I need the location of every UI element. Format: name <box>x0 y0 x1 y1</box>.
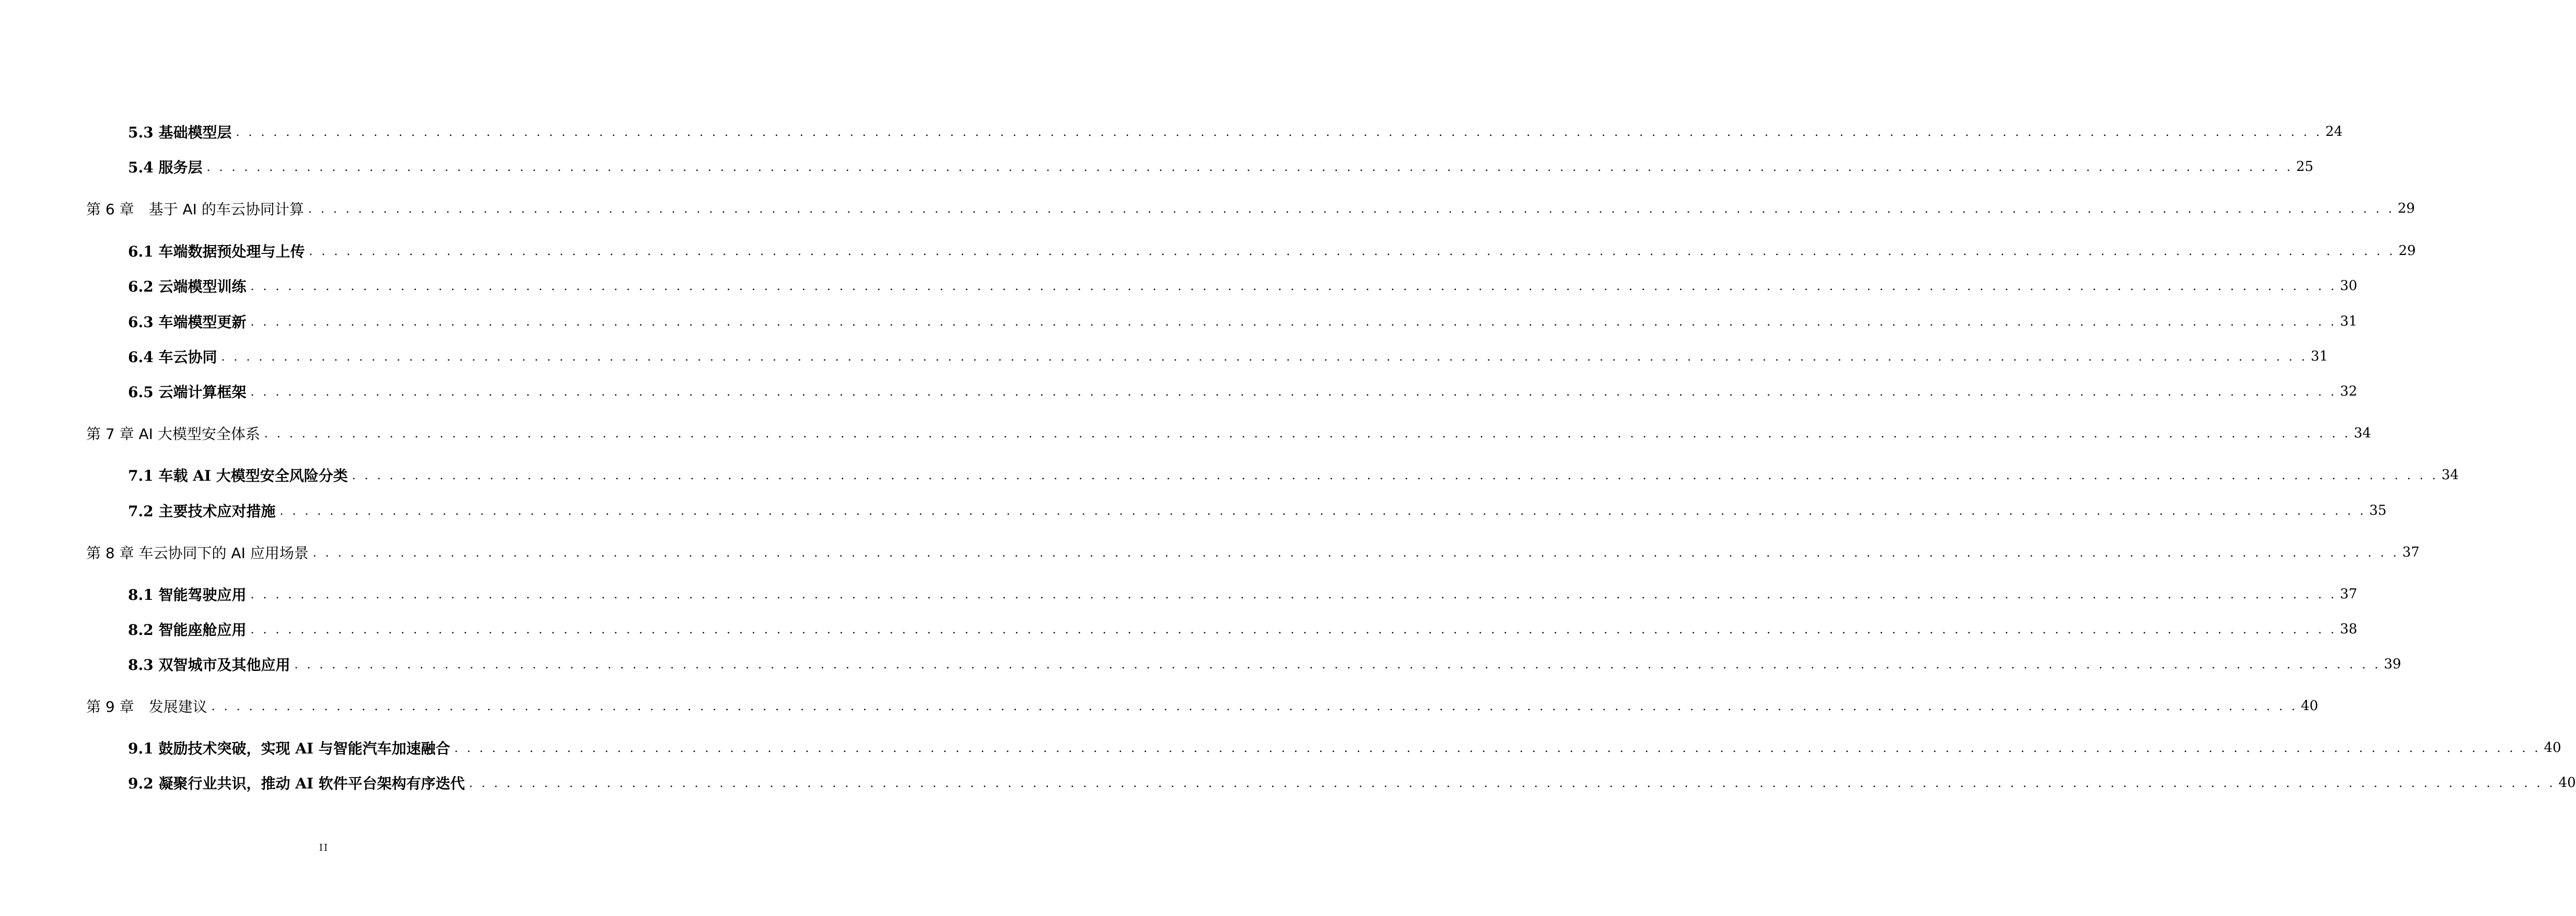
toc-page-number: 37 <box>2402 544 2420 560</box>
toc-page-number: 40 <box>2301 698 2318 714</box>
toc-page-number: 35 <box>2369 503 2387 518</box>
toc-page-number: 31 <box>2311 349 2328 364</box>
toc-entry-6-3[interactable] <box>128 311 2358 332</box>
toc-page-number: 38 <box>2340 621 2358 637</box>
dot-leader: . . . . . . . . . . . . . . . . . . . . . . . . . . . . . . . . . . . . . . . . . . . . . . . . . . . . . . . . . . . . . . . . . . . . . . . . . . . . . . . . . . . . . . . . . . . . . . . . . . . . . . . . . . . . . . . . . . . . . . . . . . . . . . . . . . . . . . . . . . . . . . . . . . . . . . . . . . . . . . . . . . . . . . . <box>308 203 2395 216</box>
toc-entry-9-2[interactable] <box>128 772 2576 793</box>
toc-entry-title: 8.2 智能座舱应用 <box>128 621 247 639</box>
toc-page-number: 40 <box>2558 775 2576 791</box>
toc-entry-7-2[interactable] <box>128 500 2387 521</box>
toc-entry-title: 6.4 车云协同 <box>128 349 217 366</box>
toc-entry-title: 第 8 章 车云协同下的 AI 应用场景 <box>86 544 309 562</box>
dot-leader: . . . . . . . . . . . . . . . . . . . . . . . . . . . . . . . . . . . . . . . . . . . . . . . . . . . . . . . . . . . . . . . . . . . . . . . . . . . . . . . . . . . . . . . . . . . . . . . . . . . . . . . . . . . . . . . . . . . . . . . . . . . . . . . . . . . . . . . . . . . . . . . . . . . . . . . . . . . . . . . . . . . . . . . <box>250 623 2337 636</box>
dot-leader: . . . . . . . . . . . . . . . . . . . . . . . . . . . . . . . . . . . . . . . . . . . . . . . . . . . . . . . . . . . . . . . . . . . . . . . . . . . . . . . . . . . . . . . . . . . . . . . . . . . . . . . . . . . . . . . . . . . . . . . . . . . . . . . . . . . . . . . . . . . . . . . . . . . . . . . . . . . . . . . . . . . . . . . <box>279 505 2367 518</box>
toc-entry-8-3[interactable] <box>128 654 2402 675</box>
dot-leader: . . . . . . . . . . . . . . . . . . . . . . . . . . . . . . . . . . . . . . . . . . . . . . . . . . . . . . . . . . . . . . . . . . . . . . . . . . . . . . . . . . . . . . . . . . . . . . . . . . . . . . . . . . . . . . . . . . . . . . . . . . . . . . . . . . . . . . . . . . . . . . . . . . . . . . . . . . . . . . . . . . . . . . . <box>250 280 2337 293</box>
page-number-footer: II <box>319 842 329 853</box>
toc-page-number: 31 <box>2340 314 2358 329</box>
toc-entry-5-3[interactable] <box>128 121 2343 142</box>
dot-leader: . . . . . . . . . . . . . . . . . . . . . . . . . . . . . . . . . . . . . . . . . . . . . . . . . . . . . . . . . . . . . . . . . . . . . . . . . . . . . . . . . . . . . . . . . . . . . . . . . . . . . . . . . . . . . . . . . . . . . . . . . . . . . . . . . . . . . . . . . . . . . . . . . . . . . . . . . . . . . . . . . . . . . . . <box>352 469 2439 482</box>
toc-entry-title: 6.2 云端模型训练 <box>128 278 247 295</box>
toc-entry-title: 6.5 云端计算框架 <box>128 384 247 401</box>
toc-entry-title: 9.2 凝聚行业共识，推动 AI 软件平台架构有序迭代 <box>128 775 465 792</box>
toc-entry-title: 第 7 章 AI 大模型安全体系 <box>86 425 260 443</box>
toc-entry-title: 9.1 鼓励技术突破，实现 AI 与智能汽车加速融合 <box>128 740 450 757</box>
dot-leader: . . . . . . . . . . . . . . . . . . . . . . . . . . . . . . . . . . . . . . . . . . . . . . . . . . . . . . . . . . . . . . . . . . . . . . . . . . . . . . . . . . . . . . . . . . . . . . . . . . . . . . . . . . . . . . . . . . . . . . . . . . . . . . . . . . . . . . . . . . . . . . . . . . . . . . . . . . . . . . . . . . . . . . . <box>211 700 2298 713</box>
dot-leader: . . . . . . . . . . . . . . . . . . . . . . . . . . . . . . . . . . . . . . . . . . . . . . . . . . . . . . . . . . . . . . . . . . . . . . . . . . . . . . . . . . . . . . . . . . . . . . . . . . . . . . . . . . . . . . . . . . . . . . . . . . . . . . . . . . . . . . . . . . . . . . . . . . . . . . . . . . . . . . . . . . . . . . . <box>454 742 2541 755</box>
dot-leader: . . . . . . . . . . . . . . . . . . . . . . . . . . . . . . . . . . . . . . . . . . . . . . . . . . . . . . . . . . . . . . . . . . . . . . . . . . . . . . . . . . . . . . . . . . . . . . . . . . . . . . . . . . . . . . . . . . . . . . . . . . . . . . . . . . . . . . . . . . . . . . . . . . . . . . . . . . . . . . . . . . . . . . . <box>250 588 2337 601</box>
toc-page-number: 25 <box>2296 159 2314 175</box>
dot-leader: . . . . . . . . . . . . . . . . . . . . . . . . . . . . . . . . . . . . . . . . . . . . . . . . . . . . . . . . . . . . . . . . . . . . . . . . . . . . . . . . . . . . . . . . . . . . . . . . . . . . . . . . . . . . . . . . . . . . . . . . . . . . . . . . . . . . . . . . . . . . . . . . . . . . . . . . . . . . . . . . . . . . . . . <box>264 427 2351 440</box>
toc-entry-6-1[interactable] <box>128 240 2416 261</box>
toc-page-number: 29 <box>2397 201 2415 216</box>
toc-entry-chapter-9[interactable] <box>86 695 2318 716</box>
toc-entry-6-5[interactable] <box>128 381 2358 402</box>
toc-entry-title: 第 9 章 发展建议 <box>86 698 207 715</box>
toc-entry-7-1[interactable] <box>128 465 2459 485</box>
toc-entry-chapter-7[interactable] <box>86 423 2371 444</box>
dot-leader: . . . . . . . . . . . . . . . . . . . . . . . . . . . . . . . . . . . . . . . . . . . . . . . . . . . . . . . . . . . . . . . . . . . . . . . . . . . . . . . . . . . . . . . . . . . . . . . . . . . . . . . . . . . . . . . . . . . . . . . . . . . . . . . . . . . . . . . . . . . . . . . . . . . . . . . . . . . . . . . . . . . . . . . <box>294 658 2381 671</box>
toc-entry-title: 7.2 主要技术应对措施 <box>128 503 276 520</box>
dot-leader: . . . . . . . . . . . . . . . . . . . . . . . . . . . . . . . . . . . . . . . . . . . . . . . . . . . . . . . . . . . . . . . . . . . . . . . . . . . . . . . . . . . . . . . . . . . . . . . . . . . . . . . . . . . . . . . . . . . . . . . . . . . . . . . . . . . . . . . . . . . . . . . . . . . . . . . . . . . . . . . . . . . . . . . <box>206 161 2293 174</box>
toc-entry-chapter-6[interactable] <box>86 198 2415 219</box>
toc-entry-title: 7.1 车载 AI 大模型安全风险分类 <box>128 467 348 484</box>
toc-page-number: 39 <box>2384 656 2402 672</box>
toc-entry-9-1[interactable] <box>128 737 2561 758</box>
toc-entry-chapter-8[interactable] <box>86 542 2420 563</box>
toc-page-number: 34 <box>2441 467 2459 483</box>
toc-entry-title: 5.4 服务层 <box>128 159 203 176</box>
toc-page-number: 24 <box>2325 124 2343 140</box>
toc-entry-6-2[interactable] <box>128 275 2358 296</box>
dot-leader: . . . . . . . . . . . . . . . . . . . . . . . . . . . . . . . . . . . . . . . . . . . . . . . . . . . . . . . . . . . . . . . . . . . . . . . . . . . . . . . . . . . . . . . . . . . . . . . . . . . . . . . . . . . . . . . . . . . . . . . . . . . . . . . . . . . . . . . . . . . . . . . . . . . . . . . . . . . . . . . . . . . . . . . <box>250 316 2337 329</box>
toc-page-number: 37 <box>2340 586 2358 602</box>
dot-leader: . . . . . . . . . . . . . . . . . . . . . . . . . . . . . . . . . . . . . . . . . . . . . . . . . . . . . . . . . . . . . . . . . . . . . . . . . . . . . . . . . . . . . . . . . . . . . . . . . . . . . . . . . . . . . . . . . . . . . . . . . . . . . . . . . . . . . . . . . . . . . . . . . . . . . . . . . . . . . . . . . . . . . . . <box>221 351 2308 364</box>
dot-leader: . . . . . . . . . . . . . . . . . . . . . . . . . . . . . . . . . . . . . . . . . . . . . . . . . . . . . . . . . . . . . . . . . . . . . . . . . . . . . . . . . . . . . . . . . . . . . . . . . . . . . . . . . . . . . . . . . . . . . . . . . . . . . . . . . . . . . . . . . . . . . . . . . . . . . . . . . . . . . . . . . . . . . . . <box>309 245 2396 258</box>
toc-page-number: 30 <box>2340 278 2358 294</box>
toc-entry-title: 6.3 车端模型更新 <box>128 314 247 331</box>
toc-page-number: 32 <box>2340 384 2358 399</box>
toc-entry-8-2[interactable] <box>128 619 2358 640</box>
toc-entry-title: 6.1 车端数据预处理与上传 <box>128 243 305 260</box>
toc-entry-title: 8.3 双智城市及其他应用 <box>128 656 290 674</box>
dot-leader: . . . . . . . . . . . . . . . . . . . . . . . . . . . . . . . . . . . . . . . . . . . . . . . . . . . . . . . . . . . . . . . . . . . . . . . . . . . . . . . . . . . . . . . . . . . . . . . . . . . . . . . . . . . . . . . . . . . . . . . . . . . . . . . . . . . . . . . . . . . . . . . . . . . . . . . . . . . . . . . . . . . . . . . <box>250 386 2337 399</box>
dot-leader: . . . . . . . . . . . . . . . . . . . . . . . . . . . . . . . . . . . . . . . . . . . . . . . . . . . . . . . . . . . . . . . . . . . . . . . . . . . . . . . . . . . . . . . . . . . . . . . . . . . . . . . . . . . . . . . . . . . . . . . . . . . . . . . . . . . . . . . . . . . . . . . . . . . . . . . . . . . . . . . . . . . . . . . <box>469 777 2556 790</box>
toc-entry-title: 8.1 智能驾驶应用 <box>128 586 247 604</box>
toc-page-number: 34 <box>2353 425 2371 441</box>
toc-page-number: 40 <box>2544 740 2561 756</box>
toc-entry-title: 第 6 章 基于 AI 的车云协同计算 <box>86 201 304 218</box>
toc-entry-6-4[interactable] <box>128 346 2328 367</box>
toc-entry-8-1[interactable] <box>128 584 2358 605</box>
dot-leader: . . . . . . . . . . . . . . . . . . . . . . . . . . . . . . . . . . . . . . . . . . . . . . . . . . . . . . . . . . . . . . . . . . . . . . . . . . . . . . . . . . . . . . . . . . . . . . . . . . . . . . . . . . . . . . . . . . . . . . . . . . . . . . . . . . . . . . . . . . . . . . . . . . . . . . . . . . . . . . . . . . . . . . . <box>312 547 2399 560</box>
toc-entry-5-4[interactable] <box>128 156 2314 177</box>
toc-entry-title: 5.3 基础模型层 <box>128 124 232 141</box>
toc-page-number: 29 <box>2398 243 2416 259</box>
dot-leader: . . . . . . . . . . . . . . . . . . . . . . . . . . . . . . . . . . . . . . . . . . . . . . . . . . . . . . . . . . . . . . . . . . . . . . . . . . . . . . . . . . . . . . . . . . . . . . . . . . . . . . . . . . . . . . . . . . . . . . . . . . . . . . . . . . . . . . . . . . . . . . . . . . . . . . . . . . . . . . . . . . . . . . . <box>236 126 2323 139</box>
